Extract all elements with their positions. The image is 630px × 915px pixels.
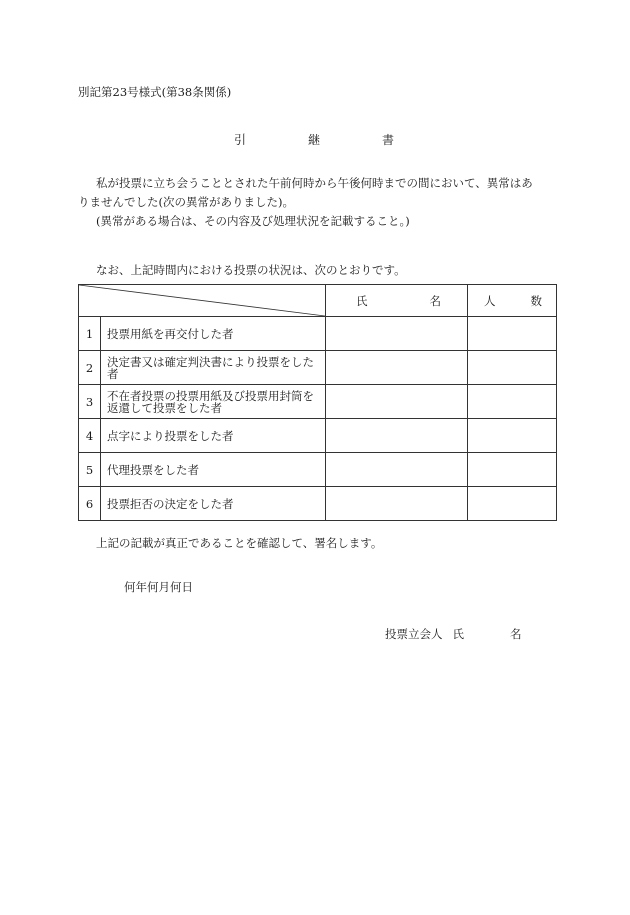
diagonal-header-cell <box>79 285 326 317</box>
voting-status-table <box>78 284 557 521</box>
title-char: 引 <box>234 133 247 147</box>
status-intro: なお、上記時間内における投票の状況は、次のとおりです。 <box>96 263 406 277</box>
name-cell[interactable] <box>326 317 468 351</box>
row-number: 2 <box>79 351 101 385</box>
name-cell[interactable] <box>326 419 468 453</box>
row-label: 投票拒否の決定をした者 <box>101 487 326 521</box>
row-label: 投票用紙を再交付した者 <box>101 317 326 351</box>
signer-role: 投票立会人 <box>385 627 443 641</box>
row-label: 点字により投票をした者 <box>101 419 326 453</box>
count-cell[interactable] <box>468 317 557 351</box>
table-row <box>79 351 557 385</box>
date-line: 何年何月何日 <box>124 580 193 594</box>
document-title <box>234 131 394 148</box>
header-count-char: 数 <box>530 293 542 308</box>
signature-name-char: 氏 <box>452 627 464 641</box>
signature-line <box>385 626 522 642</box>
name-cell[interactable] <box>326 487 468 521</box>
header-name-char: 氏 <box>356 293 368 308</box>
body-text-line-2: りませんでした(次の異常がありました)。 <box>78 195 294 209</box>
diagonal-line <box>79 285 325 316</box>
header-count-char: 人 <box>484 293 496 308</box>
row-label: 不在者投票の投票用紙及び投票用封筒を返還して投票をした者 <box>101 385 326 419</box>
name-cell[interactable] <box>326 385 468 419</box>
header-count <box>468 285 557 317</box>
count-cell[interactable] <box>468 351 557 385</box>
row-number: 1 <box>79 317 101 351</box>
table-row <box>79 419 557 453</box>
header-name-char: 名 <box>429 293 441 308</box>
name-cell[interactable] <box>326 453 468 487</box>
row-number: 3 <box>79 385 101 419</box>
count-cell[interactable] <box>468 487 557 521</box>
signature-name-char: 名 <box>510 627 522 641</box>
table-header-row <box>79 285 557 317</box>
title-char: 継 <box>307 133 320 147</box>
count-cell[interactable] <box>468 419 557 453</box>
confirmation-text: 上記の記載が真正であることを確認して、署名します。 <box>96 536 383 550</box>
table-row <box>79 453 557 487</box>
row-number: 4 <box>79 419 101 453</box>
body-note: (異常がある場合は、その内容及び処理状況を記載すること。) <box>96 214 410 228</box>
table-row <box>79 487 557 521</box>
name-cell[interactable] <box>326 351 468 385</box>
body-text-line-1: 私が投票に立ち会うこととされた午前何時から午後何時までの間において、異常はあ <box>96 176 533 190</box>
row-label: 代理投票をした者 <box>101 453 326 487</box>
row-number: 6 <box>79 487 101 521</box>
count-cell[interactable] <box>468 453 557 487</box>
form-number: 別記第23号様式(第38条関係) <box>78 85 232 99</box>
row-label: 決定書又は確定判決書により投票をした者 <box>101 351 326 385</box>
title-char: 書 <box>381 133 394 147</box>
row-number: 5 <box>79 453 101 487</box>
count-cell[interactable] <box>468 385 557 419</box>
table-row <box>79 385 557 419</box>
table-row <box>79 317 557 351</box>
header-name <box>326 285 468 317</box>
